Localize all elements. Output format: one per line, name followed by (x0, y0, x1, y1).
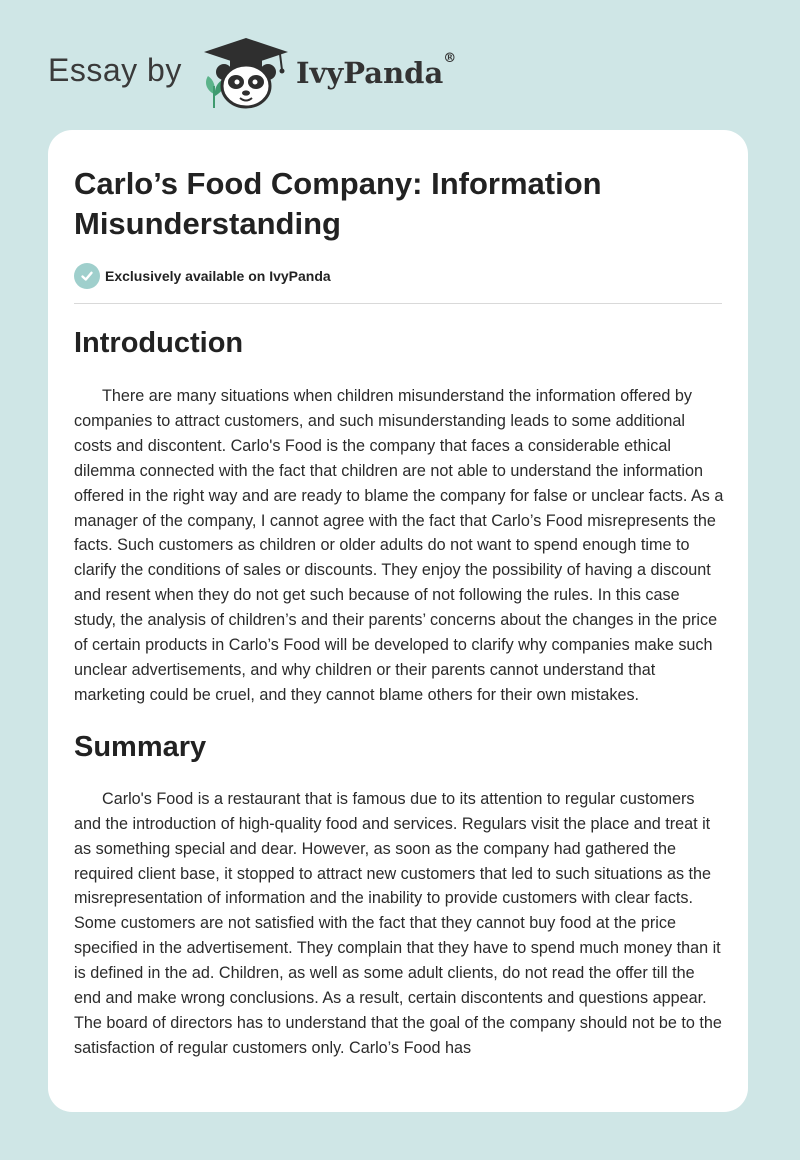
article-body (74, 323, 724, 1061)
article-title: Carlo’s Food Company: Information Misunderstanding (74, 166, 602, 241)
essay-by-label: Essay by (48, 52, 182, 88)
registered-mark: ® (443, 51, 457, 67)
section-heading-summary: Summary (74, 730, 207, 763)
section-paragraph-summary: Carlo's Food is a restaurant that is famous due to its attention to regular customers and the introduction of high-quality food and services. Regulars visit the place and treat it as something special and dear. However, as soon as the company had gathered the required client base, it stopped to attract new customers that led to such situations as the misrepresentation of information and the inability to provide customers with clear facts. Some customers are not satisfied with the fact that they cannot buy food at the price specified in the advertisement. They complain that they have to spend much money than it is defined in the ad. Children, as well as some adult clients, do not read the offer till the end and make wrong conclusions. As a result, certain discontents and questions appear. The board of directors has to understand that the goal of the company should not be to the satisfaction of regular customers only. Carlo’s Food has (74, 789, 722, 1057)
exclusive-badge-label: Exclusively available on IvyPanda (105, 268, 331, 284)
brand-name[interactable]: IvyPanda® (296, 51, 457, 90)
section-paragraph-introduction: There are many situations when children misunderstand the information offered by companies to attract customers, and such misunderstanding leads to some additional costs and discontent. Carlo's Food is the company that faces a considerable ethical dilemma connected with the fact that children are not able to understand the information offered in the right way and are ready to blame the company for false or unclear facts. As a manager of the company, I cannot agree with the fact that Carlo’s Food misrepresents the facts. Such customers as children or older adults do not want to spend enough time to clarify the conditions of sales or discounts. They enjoy the possibility of having a discount and resent when they do not get such because of not following the rules. In this case study, the analysis of children’s and their parents’ concerns about the changes in the price of certain products in Carlo’s Food will be developed to clarify why companies make such unclear advertisements, and why children or their parents cannot understand that marketing could be cruel, and they cannot blame others for their own mistakes. (74, 387, 724, 704)
exclusive-badge (74, 263, 331, 289)
check-circle-icon (74, 263, 100, 289)
article-card (48, 130, 748, 1112)
section-heading-introduction: Introduction (74, 327, 244, 359)
title-divider (74, 303, 722, 304)
panda-logo-icon[interactable] (200, 36, 292, 110)
site-header (0, 0, 800, 130)
